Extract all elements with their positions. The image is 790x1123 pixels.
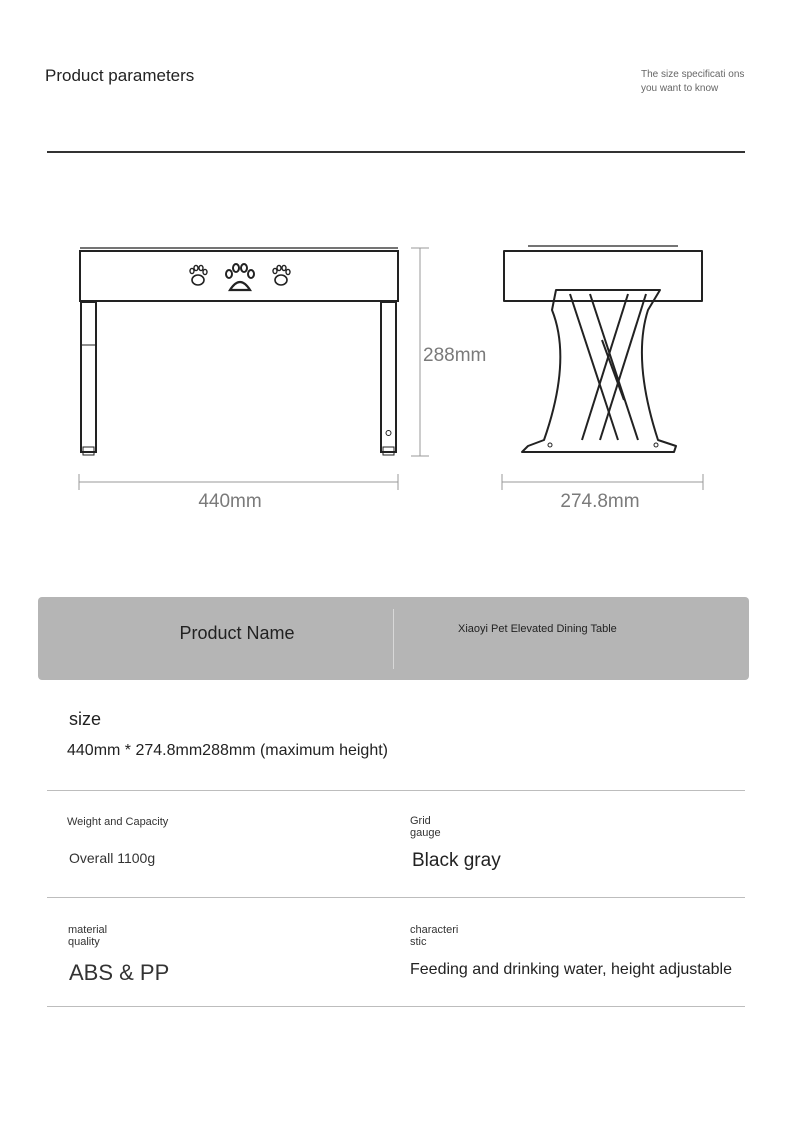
characteristic-label (410, 924, 458, 948)
header-divider (47, 151, 745, 153)
size-value: 440mm * 274.8mm288mm (maximum height) (67, 742, 388, 759)
width-dimension-line (75, 472, 405, 492)
product-name-value: Xiaoyi Pet Elevated Dining Table (458, 623, 617, 635)
front-view-drawing (70, 240, 410, 470)
weight-label: Weight and Capacity (67, 816, 169, 828)
grid-value: Black gray (412, 850, 501, 871)
height-label: 288mm (423, 345, 487, 366)
width-label: 440mm (198, 491, 262, 512)
characteristic-label-line1: characteri (410, 924, 459, 936)
material-label-line1: material (68, 924, 108, 936)
characteristic-label-line2: stic (410, 936, 427, 948)
row-divider (47, 897, 745, 898)
weight-value: Overall 1100g (69, 850, 156, 866)
grid-label-line1: Grid (410, 815, 431, 827)
paw-icon (273, 265, 290, 285)
material-label (68, 924, 107, 948)
material-label-line2: quality (68, 936, 100, 948)
side-view-drawing (498, 240, 710, 462)
row-divider (47, 1006, 745, 1007)
characteristic-value: Feeding and drinking water, height adjustable (410, 961, 732, 978)
row-divider (47, 790, 745, 791)
size-label: size (69, 709, 102, 729)
product-name-label: Product Name (179, 623, 295, 643)
paw-icon (226, 264, 254, 290)
panel-separator (393, 609, 394, 669)
depth-label: 274.8mm (560, 491, 640, 512)
grid-label-line2: gauge (410, 827, 441, 839)
header-note: The size specificati ons you want to know (641, 69, 745, 94)
grid-label (410, 815, 441, 839)
page-title: Product parameters (45, 66, 195, 85)
paw-icon (190, 265, 207, 285)
product-name-panel (38, 597, 749, 680)
depth-dimension-line (498, 472, 708, 492)
material-value: ABS & PP (69, 960, 170, 985)
